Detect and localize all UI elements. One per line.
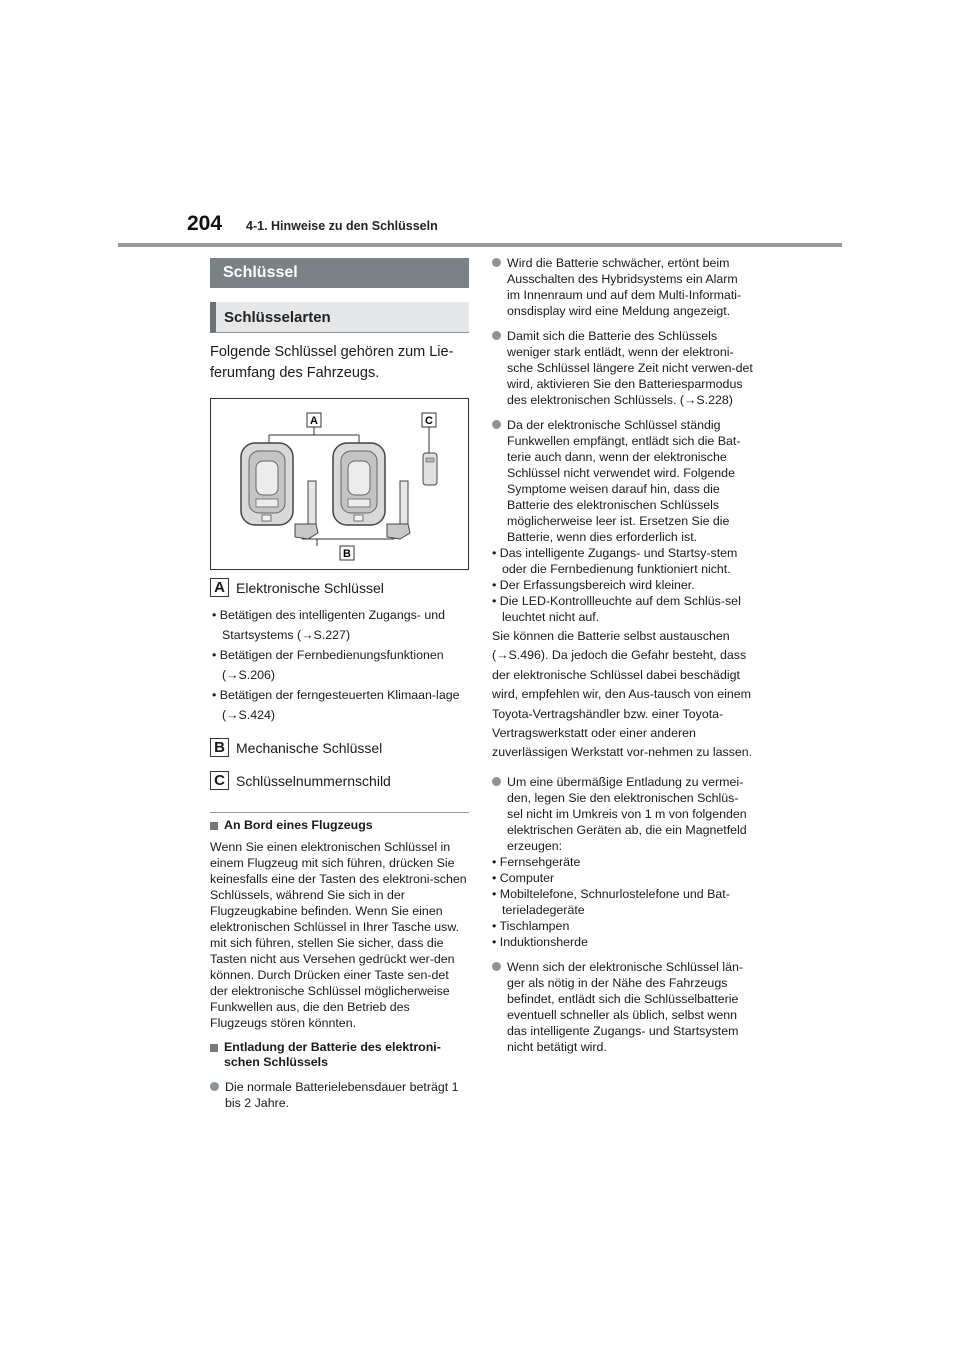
mechanical-key-left [295,481,318,539]
subsection-title: Schlüsselarten [210,302,469,333]
electronic-key-left [241,443,293,525]
definition-b-text: Mechanische Schlüssel [236,739,383,756]
list-item: • Tischlampen [492,918,570,933]
definition-c-text: Schlüsselnummernschild [236,772,391,789]
svg-text:C: C [425,415,433,427]
definition-c [210,771,469,790]
page-number: 204 [187,212,223,235]
battery-replacement-text: Sie können die Batterie selbst austauschen (→S.496). Da jedoch die Gefahr besteht, dass der elektronische Schlüssel dabei beschädigt wird, empfehlen wir, den Aus-tausch von einem Toyota-Vertragshändler bzw. einer Toyota-Vertragswerkstatt oder einer anderen zuverlässigen Werkstatt vor-nehmen zu lassen. [492,629,753,760]
note-item [210,1079,469,1111]
list-item: • Die LED-Kontrollleuchte auf dem Schlüs-sel leuchtet nicht auf. [492,594,741,624]
figure-label-c [422,413,436,427]
note-item-text: Die normale Batterielebensdauer beträgt 1 bis 2 Jahre. [225,1080,459,1110]
list-item: • Computer [492,870,555,885]
key-illustration-svg [211,399,468,569]
note-item [492,774,754,854]
note-item-text: Da der elektronische Schlüssel ständig Funkwellen empfängt, entlädt sich die Bat-terie auch dann, wenn der elektronische Schlüssel nicht verwendet wird. Folgende Symptome weisen darauf hin, dass die Batterie des elektronischen Schlüssels möglicherweise leer ist. Ersetzen Sie die Batterie, wenn dies erforderlich ist. [507,418,741,544]
definition-a-text: Elektronische Schlüssel [236,579,384,596]
note-item [492,959,754,1055]
circle-bullet-icon [492,777,501,786]
note-heading-battery [210,1040,469,1070]
mechanical-key-right [387,481,410,539]
square-bullet-icon [210,822,218,830]
note-item [492,255,754,319]
note-heading-text: An Bord eines Flugzeugs [224,818,373,832]
circle-bullet-icon [492,420,501,429]
key-number-plate [423,453,437,485]
definition-a-bullets [210,605,469,725]
figure-label-b [340,546,354,560]
electronic-key-right [333,443,385,525]
list-item: • Fernsehgeräte [492,854,581,869]
section-label: 4-1. Hinweise zu den Schlüsseln [246,219,438,233]
note-body-flight: Wenn Sie einen elektronischen Schlüssel in einem Flugzeug mit sich führen, drücken Sie keinesfalls eine der Tasten des elektroni-schen Schlüssels, während Sie sich in der Flugzeugkabine befinden. Wenn Sie einen elektronischen Schlüssel in Ihrer Tasche usw. mit sich führen, stellen Sie sicher, dass die Tasten nicht aus Versehen gedrückt wer-den können. Durch Drücken einer Taste sen-det der elektronische Schlüssel möglicherweise Funkwellen aus, die den Betrieb des Flugzeugs stören könnten. [210,840,467,1030]
left-column [210,258,469,1111]
letter-b: B [210,738,229,757]
list-item: • Betätigen des intelligenten Zugangs- und Startsystems (→S.227) [212,608,446,642]
svg-text:A: A [310,415,318,427]
list-item: • Der Erfassungsbereich wird kleiner. [492,578,695,592]
figure-label-a [307,413,321,427]
key-illustration [210,398,469,570]
note-item [492,417,754,545]
section-title: Schlüssel [210,258,469,288]
svg-text:B: B [343,548,351,560]
circle-bullet-icon [492,962,501,971]
list-item: • Betätigen der ferngesteuerten Klimaan-lage (→S.424) [212,688,460,722]
device-list [492,854,754,950]
note-heading-text: Entladung der Batterie des elektroni-schen Schlüssels [224,1040,441,1069]
circle-bullet-icon [492,258,501,267]
square-bullet-icon [210,1044,218,1052]
note-item-text: Damit sich die Batterie des Schlüssels weniger stark entlädt, wenn der elektroni-sche Schlüssel längere Zeit nicht verwen-det wird, aktivieren Sie den Batteriesparmodus des elektronischen Schlüssels. (→S.228) [507,329,753,407]
note-item [492,328,754,408]
note-heading-flight [210,818,469,833]
list-item: • Betätigen der Fernbedienungsfunktionen (→S.206) [212,648,444,682]
list-item: • Mobiltelefone, Schnurlostelefone und Bat-terieladegeräte [492,886,730,917]
header-rule [118,243,842,247]
letter-a: A [210,578,229,597]
definition-a [210,578,469,597]
circle-bullet-icon [492,331,501,340]
circle-bullet-icon [210,1082,219,1091]
note-item-text: Wird die Batterie schwächer, ertönt beim Ausschalten des Hybridsystems ein Alarm im Innenraum und auf dem Multi-Informati-onsdisplay wird eine Meldung angezeigt. [507,256,742,318]
divider [210,812,469,813]
letter-c: C [210,771,229,790]
symptom-list [492,545,754,625]
list-item: • Das intelligente Zugangs- und Startsy-stem oder die Fernbedienung funktioniert nicht. [492,546,738,576]
list-item: • Induktionsherde [492,934,588,949]
right-column [492,255,754,1055]
intro-text: Folgende Schlüssel gehören zum Lie- ferumfang des Fahrzeugs. [210,344,454,381]
note-item-text: Um eine übermäßige Entladung zu vermei-den, legen Sie den elektronischen Schlüs-sel nicht im Umkreis von 1 m von folgenden elektrischen Geräten ab, die ein Magnetfeld erzeugen: [507,774,747,853]
definition-b [210,738,469,757]
note-item-text: Wenn sich der elektronische Schlüssel län-ger als nötig in der Nähe des Fahrzeugs befindet, entlädt sich die Schlüsselbatterie eventuell schneller als üblich, selbst wenn das intelligente Zugangs- und Startsystem nicht betätigt wird. [507,959,743,1054]
